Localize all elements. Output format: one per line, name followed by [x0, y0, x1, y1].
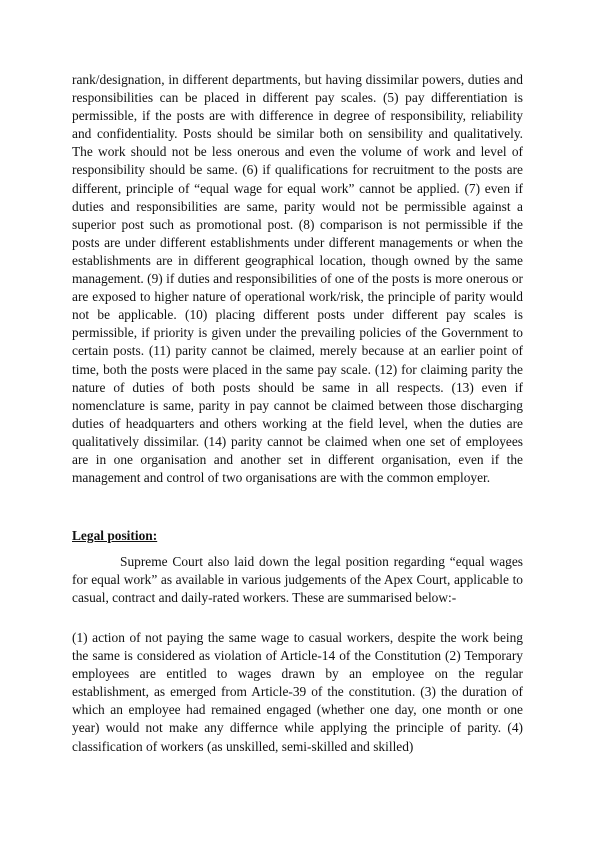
- section-heading: Legal position:: [72, 528, 158, 543]
- body-paragraph: (1) action of not paying the same wage to casual workers, despite the work being the same is considered as violation of Article-14 of the Constitution (2) Temporary employees are entitled to wages drawn by an employee on the regular establishment, as emerged from Article-39 of the constitution. (3) the duration of which an employee had remained engaged (whether one day, one month or one year) would not make any differnce while applying the principle of parity. (4) classification of workers (as unskilled, semi-skilled and skilled): [72, 630, 523, 754]
- body-paragraph: rank/designation, in different departments, but having dissimilar powers, duties and responsibilities can be placed in different pay scales. (5) pay differentiation is permissible, if the posts are with difference in degree of responsibility, reliability and confidentiality. Posts should be similar both on sensibility and qualitatively. The work should not be less onerous and even the volume of work and level of responsibility should be same. (6) if qualifications for recruitment to the posts are different, principle of “equal wage for equal work” cannot be applied. (7) even if duties and responsibilities are same, parity would not be permissible against a superior post such as promotional post. (8) comparison is not permissible if the posts are under different establishments under different managements or when the establishments are in different geographical location, though owned by the same management. (9) if duties and responsibilities of one of the posts is more onerous or are exposed to higher nature of operational work/risk, the principle of parity would not be applicable. (10) placing different posts under different pay scales is permissible, if priority is given under the prevailing policies of the Government to certain posts. (11) parity cannot be claimed, merely because at an earlier point of time, both the posts were placed in the same pay scale. (12) for claiming parity the nature of duties of both posts should be same in all respects. (13) even if nomenclature is same, parity in pay cannot be claimed between those discharging duties of headquarters and others working at the field level, when the duties are qualitatively dissimilar. (14) parity cannot be claimed when one set of employees are in one organisation and another set in different organisation, even if the management and control of two organisations are with the common employer.: [72, 72, 523, 486]
- intro-paragraph: Supreme Court also laid down the legal position regarding “equal wages for equal work” as available in various judgements of the Apex Court, applicable to casual, contract and daily-rated workers. These are summarised below:-: [72, 554, 523, 606]
